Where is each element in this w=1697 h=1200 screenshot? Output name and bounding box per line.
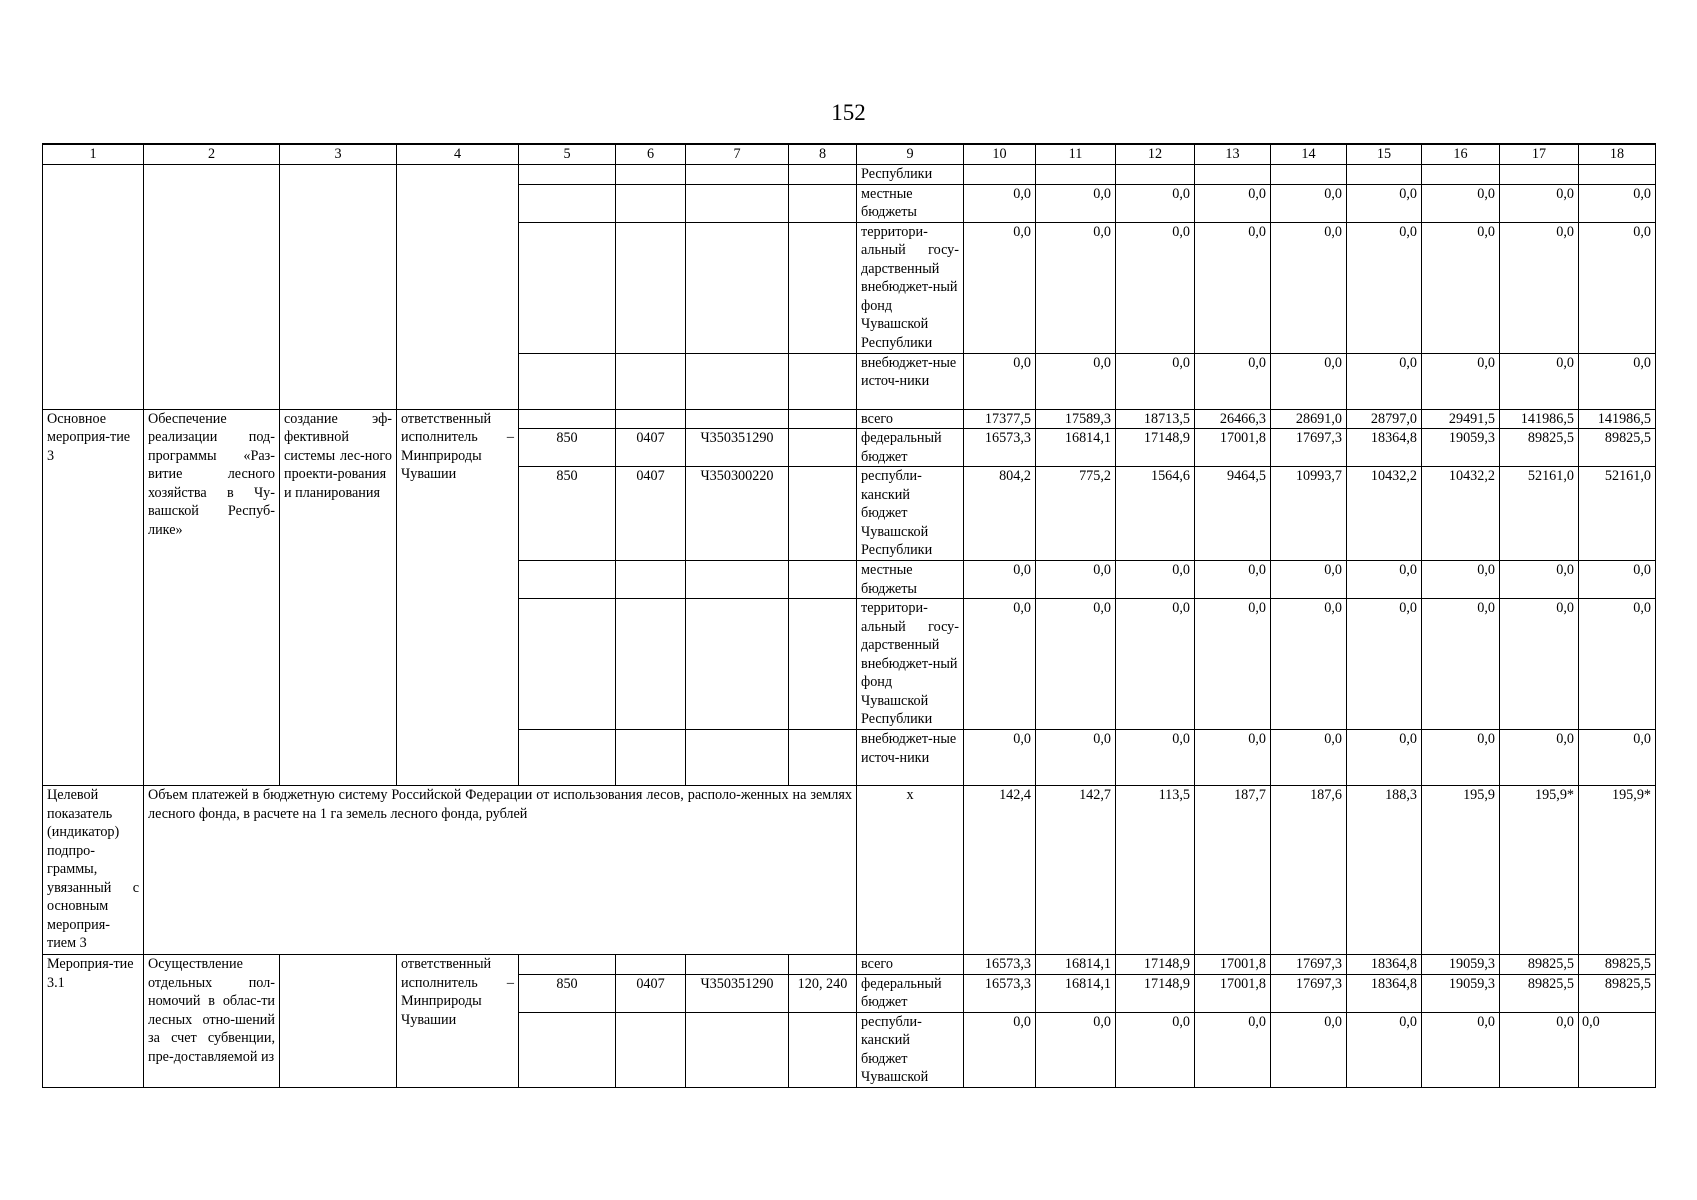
measure-goal: создание эф-фективной системы лес-ного проекти-рования и планирования: [280, 409, 397, 786]
value-cell: 0,0: [1500, 730, 1579, 786]
empty-cell: [43, 165, 144, 410]
value-cell: 16814,1: [1036, 955, 1116, 975]
empty-cell: [686, 1012, 789, 1087]
value-cell: 89825,5: [1579, 974, 1656, 1012]
target-article-code: Ч350351290: [686, 429, 789, 467]
value-cell: 89825,5: [1500, 955, 1579, 975]
value-cell: 0,0: [1036, 184, 1116, 222]
target-article-code: Ч350351290: [686, 974, 789, 1012]
value-cell: 17697,3: [1271, 974, 1347, 1012]
empty-cell: [519, 222, 616, 353]
value-cell: 195,9*: [1500, 786, 1579, 955]
value-cell: 0,0: [1036, 561, 1116, 599]
expense-type-code: [789, 429, 857, 467]
value-cell: 0,0: [1116, 599, 1195, 730]
value-cell: 18364,8: [1347, 974, 1422, 1012]
empty-cell: [964, 165, 1036, 185]
value-cell: 19059,3: [1422, 429, 1500, 467]
value-cell: 17001,8: [1195, 955, 1271, 975]
value-cell: 16814,1: [1036, 974, 1116, 1012]
value-cell: 28691,0: [1271, 409, 1347, 429]
value-cell: 16814,1: [1036, 429, 1116, 467]
empty-cell: [686, 409, 789, 429]
header-cell: 3: [280, 144, 397, 165]
value-cell: 52161,0: [1500, 467, 1579, 561]
empty-cell: [1036, 165, 1116, 185]
value-cell: 17148,9: [1116, 429, 1195, 467]
value-cell: 0,0: [1579, 222, 1656, 353]
value-cell: 0,0: [1116, 1012, 1195, 1087]
value-cell: 0,0: [1271, 599, 1347, 730]
value-cell: 18364,8: [1347, 429, 1422, 467]
value-cell: 0,0: [1195, 1012, 1271, 1087]
measure-name: Мероприя-тие 3.1: [43, 955, 144, 1088]
value-cell: 0,0: [1195, 730, 1271, 786]
value-cell: 0,0: [1036, 1012, 1116, 1087]
value-cell: 0,0: [1116, 561, 1195, 599]
measure-title: Осуществление отдельных пол-номочий в облас-ти лесных отно-шений за счет субвенции, пре-доставляемой из: [144, 955, 280, 1088]
empty-cell: [686, 222, 789, 353]
value-cell: 89825,5: [1579, 429, 1656, 467]
value-cell: 141986,5: [1579, 409, 1656, 429]
measure-name: Основное мероприя-тие 3: [43, 409, 144, 786]
value-cell: 0,0: [1116, 184, 1195, 222]
value-cell: 89825,5: [1579, 955, 1656, 975]
value-cell: 804,2: [964, 467, 1036, 561]
target-article-code: Ч350300220: [686, 467, 789, 561]
value-cell: 16573,3: [964, 429, 1036, 467]
empty-cell: [616, 353, 686, 409]
value-cell: 0,0: [1579, 561, 1656, 599]
empty-cell: [686, 730, 789, 786]
header-cell: 12: [1116, 144, 1195, 165]
value-cell: 89825,5: [1500, 974, 1579, 1012]
budget-table: [42, 143, 1656, 1088]
value-cell: 195,9: [1422, 786, 1500, 955]
value-cell: 9464,5: [1195, 467, 1271, 561]
value-cell: 0,0: [964, 222, 1036, 353]
empty-cell: [519, 730, 616, 786]
empty-cell: [280, 955, 397, 1088]
value-cell: 0,0: [1579, 1012, 1656, 1087]
empty-cell: [789, 955, 857, 975]
header-cell: 13: [1195, 144, 1271, 165]
value-cell: 187,6: [1271, 786, 1347, 955]
value-cell: 0,0: [964, 353, 1036, 409]
value-cell: 0,0: [1422, 599, 1500, 730]
empty-cell: [519, 955, 616, 975]
value-cell: 0,0: [964, 730, 1036, 786]
value-cell: 0,0: [1422, 561, 1500, 599]
empty-cell: [1271, 165, 1347, 185]
empty-cell: [1116, 165, 1195, 185]
empty-cell: [616, 184, 686, 222]
value-cell: 0,0: [1500, 353, 1579, 409]
value-cell: 0,0: [1347, 353, 1422, 409]
value-cell: 0,0: [1579, 730, 1656, 786]
value-cell: 0,0: [1271, 1012, 1347, 1087]
header-cell: 17: [1500, 144, 1579, 165]
empty-cell: [144, 165, 280, 410]
value-cell: 28797,0: [1347, 409, 1422, 429]
value-cell: 18713,5: [1116, 409, 1195, 429]
value-cell: 18364,8: [1347, 955, 1422, 975]
value-cell: 188,3: [1347, 786, 1422, 955]
section-code: 0407: [616, 974, 686, 1012]
expense-type-code: 120, 240: [789, 974, 857, 1012]
empty-cell: [519, 184, 616, 222]
header-cell: 11: [1036, 144, 1116, 165]
empty-cell: [1500, 165, 1579, 185]
header-cell: 2: [144, 144, 280, 165]
section-code: 0407: [616, 429, 686, 467]
value-cell: 113,5: [1116, 786, 1195, 955]
empty-cell: [616, 409, 686, 429]
value-cell: 0,0: [1579, 599, 1656, 730]
value-cell: 0,0: [1422, 353, 1500, 409]
value-cell: 0,0: [1579, 353, 1656, 409]
responsible-executor: ответственный исполнитель – Минприроды Чувашии: [397, 409, 519, 786]
value-cell: 19059,3: [1422, 974, 1500, 1012]
indicator-description: Объем платежей в бюджетную систему Российской Федерации от использования лесов, располо-женных на землях лесного фонда, в расчете на 1 га земель лесного фонда, рублей: [144, 786, 857, 955]
funding-source: местные бюджеты: [857, 561, 964, 599]
value-cell: 0,0: [1195, 353, 1271, 409]
header-cell: 8: [789, 144, 857, 165]
value-cell: 0,0: [1036, 353, 1116, 409]
value-cell: 17377,5: [964, 409, 1036, 429]
expense-type-code: [789, 467, 857, 561]
value-cell: 0,0: [1195, 222, 1271, 353]
empty-cell: [1195, 165, 1271, 185]
value-cell: 0,0: [1271, 353, 1347, 409]
funding-source: внебюджет-ные источ-ники: [857, 353, 964, 409]
value-cell: 89825,5: [1500, 429, 1579, 467]
value-cell: 0,0: [1271, 561, 1347, 599]
value-cell: 0,0: [1195, 184, 1271, 222]
empty-cell: [789, 165, 857, 185]
value-cell: 187,7: [1195, 786, 1271, 955]
header-cell: 10: [964, 144, 1036, 165]
indicator-label: Целевой показатель (индикатор) подпро-граммы, увязанный с основным мероприя-тием 3: [43, 786, 144, 955]
value-cell: 17001,8: [1195, 429, 1271, 467]
value-cell: 195,9*: [1579, 786, 1656, 955]
measure-title: Обеспечение реализации под-программы «Раз-витие лесного хозяйства в Чу-вашской Респуб-лике»: [144, 409, 280, 786]
empty-cell: [686, 599, 789, 730]
empty-cell: [789, 184, 857, 222]
funding-source: республи-канский бюджет Чувашской Республики: [857, 467, 964, 561]
empty-cell: [519, 1012, 616, 1087]
section-code: 0407: [616, 467, 686, 561]
value-cell: 0,0: [1347, 1012, 1422, 1087]
value-cell: 0,0: [1036, 222, 1116, 353]
empty-cell: [519, 409, 616, 429]
value-cell: 0,0: [1116, 222, 1195, 353]
empty-cell: [1347, 165, 1422, 185]
empty-cell: [616, 165, 686, 185]
value-cell: 0,0: [1579, 184, 1656, 222]
value-cell: 1564,6: [1116, 467, 1195, 561]
empty-cell: [616, 222, 686, 353]
value-cell: 0,0: [1422, 222, 1500, 353]
empty-cell: [1579, 165, 1656, 185]
funding-source: всего: [857, 409, 964, 429]
value-cell: 142,7: [1036, 786, 1116, 955]
value-cell: 0,0: [1422, 1012, 1500, 1087]
responsible-executor: ответственный исполнитель – Минприроды Чувашии: [397, 955, 519, 1088]
funding-source: местные бюджеты: [857, 184, 964, 222]
value-cell: 0,0: [1195, 599, 1271, 730]
empty-cell: [519, 353, 616, 409]
table-row: [43, 955, 1656, 975]
empty-cell: [616, 730, 686, 786]
empty-cell: [686, 561, 789, 599]
value-cell: 26466,3: [1195, 409, 1271, 429]
header-cell: 7: [686, 144, 789, 165]
header-cell: 15: [1347, 144, 1422, 165]
value-cell: 0,0: [1347, 599, 1422, 730]
empty-cell: [789, 353, 857, 409]
empty-cell: [1422, 165, 1500, 185]
value-cell: 0,0: [1422, 184, 1500, 222]
empty-cell: [789, 561, 857, 599]
value-cell: 0,0: [1195, 561, 1271, 599]
header-cell: 5: [519, 144, 616, 165]
value-cell: 0,0: [1500, 184, 1579, 222]
value-cell: 17589,3: [1036, 409, 1116, 429]
value-cell: 0,0: [1500, 1012, 1579, 1087]
empty-cell: [616, 1012, 686, 1087]
value-cell: 775,2: [1036, 467, 1116, 561]
funding-source: федеральный бюджет: [857, 429, 964, 467]
value-cell: 0,0: [1271, 730, 1347, 786]
empty-cell: [789, 730, 857, 786]
value-cell: 0,0: [1347, 222, 1422, 353]
value-cell: 10432,2: [1422, 467, 1500, 561]
funding-source: Республики: [857, 165, 964, 185]
value-cell: 17697,3: [1271, 955, 1347, 975]
value-cell: 0,0: [964, 599, 1036, 730]
value-cell: 19059,3: [1422, 955, 1500, 975]
value-cell: 17697,3: [1271, 429, 1347, 467]
funding-source: территори-альный госу-дарственный внебюджет-ный фонд Чувашской Республики: [857, 222, 964, 353]
funding-source: территори-альный госу-дарственный внебюджет-ный фонд Чувашской Республики: [857, 599, 964, 730]
header-cell: 9: [857, 144, 964, 165]
empty-cell: [519, 561, 616, 599]
value-cell: 17001,8: [1195, 974, 1271, 1012]
value-cell: 0,0: [1036, 730, 1116, 786]
funding-source: федеральный бюджет: [857, 974, 964, 1012]
empty-cell: [519, 165, 616, 185]
table-row: [43, 165, 1656, 185]
value-cell: 0,0: [1036, 599, 1116, 730]
value-cell: 0,0: [1500, 599, 1579, 730]
value-cell: 141986,5: [1500, 409, 1579, 429]
funding-source: всего: [857, 955, 964, 975]
ministry-code: 850: [519, 429, 616, 467]
value-cell: 29491,5: [1422, 409, 1500, 429]
empty-cell: [789, 409, 857, 429]
value-cell: 0,0: [1347, 184, 1422, 222]
empty-cell: [789, 1012, 857, 1087]
value-cell: 52161,0: [1579, 467, 1656, 561]
header-cell: 6: [616, 144, 686, 165]
header-cell: 4: [397, 144, 519, 165]
value-cell: 10432,2: [1347, 467, 1422, 561]
funding-source: республи-канский бюджет Чувашской: [857, 1012, 964, 1087]
value-cell: 0,0: [1116, 730, 1195, 786]
empty-cell: [686, 165, 789, 185]
table-row: [43, 409, 1656, 429]
value-cell: 0,0: [964, 1012, 1036, 1087]
empty-cell: [686, 184, 789, 222]
header-cell: 18: [1579, 144, 1656, 165]
header-cell: 16: [1422, 144, 1500, 165]
value-cell: 0,0: [1271, 222, 1347, 353]
page-number: 152: [831, 100, 866, 125]
value-cell: 0,0: [1500, 222, 1579, 353]
value-cell: 142,4: [964, 786, 1036, 955]
empty-cell: [686, 353, 789, 409]
value-cell: 0,0: [1347, 730, 1422, 786]
empty-cell: [686, 955, 789, 975]
indicator-unit-mark: х: [857, 786, 964, 955]
value-cell: 0,0: [1347, 561, 1422, 599]
value-cell: 0,0: [1422, 730, 1500, 786]
header-row: [43, 144, 1656, 165]
ministry-code: 850: [519, 974, 616, 1012]
value-cell: 0,0: [1271, 184, 1347, 222]
value-cell: 0,0: [1116, 353, 1195, 409]
value-cell: 17148,9: [1116, 955, 1195, 975]
ministry-code: 850: [519, 467, 616, 561]
indicator-row: [43, 786, 1656, 955]
empty-cell: [616, 955, 686, 975]
value-cell: 0,0: [1500, 561, 1579, 599]
empty-cell: [789, 599, 857, 730]
header-cell: 14: [1271, 144, 1347, 165]
empty-cell: [397, 165, 519, 410]
empty-cell: [616, 599, 686, 730]
empty-cell: [616, 561, 686, 599]
value-cell: 17148,9: [1116, 974, 1195, 1012]
value-cell: 10993,7: [1271, 467, 1347, 561]
empty-cell: [519, 599, 616, 730]
header-cell: 1: [43, 144, 144, 165]
value-cell: 16573,3: [964, 955, 1036, 975]
funding-source: внебюджет-ные источ-ники: [857, 730, 964, 786]
empty-cell: [789, 222, 857, 353]
value-cell: 0,0: [964, 184, 1036, 222]
value-cell: 16573,3: [964, 974, 1036, 1012]
empty-cell: [280, 165, 397, 410]
value-cell: 0,0: [964, 561, 1036, 599]
